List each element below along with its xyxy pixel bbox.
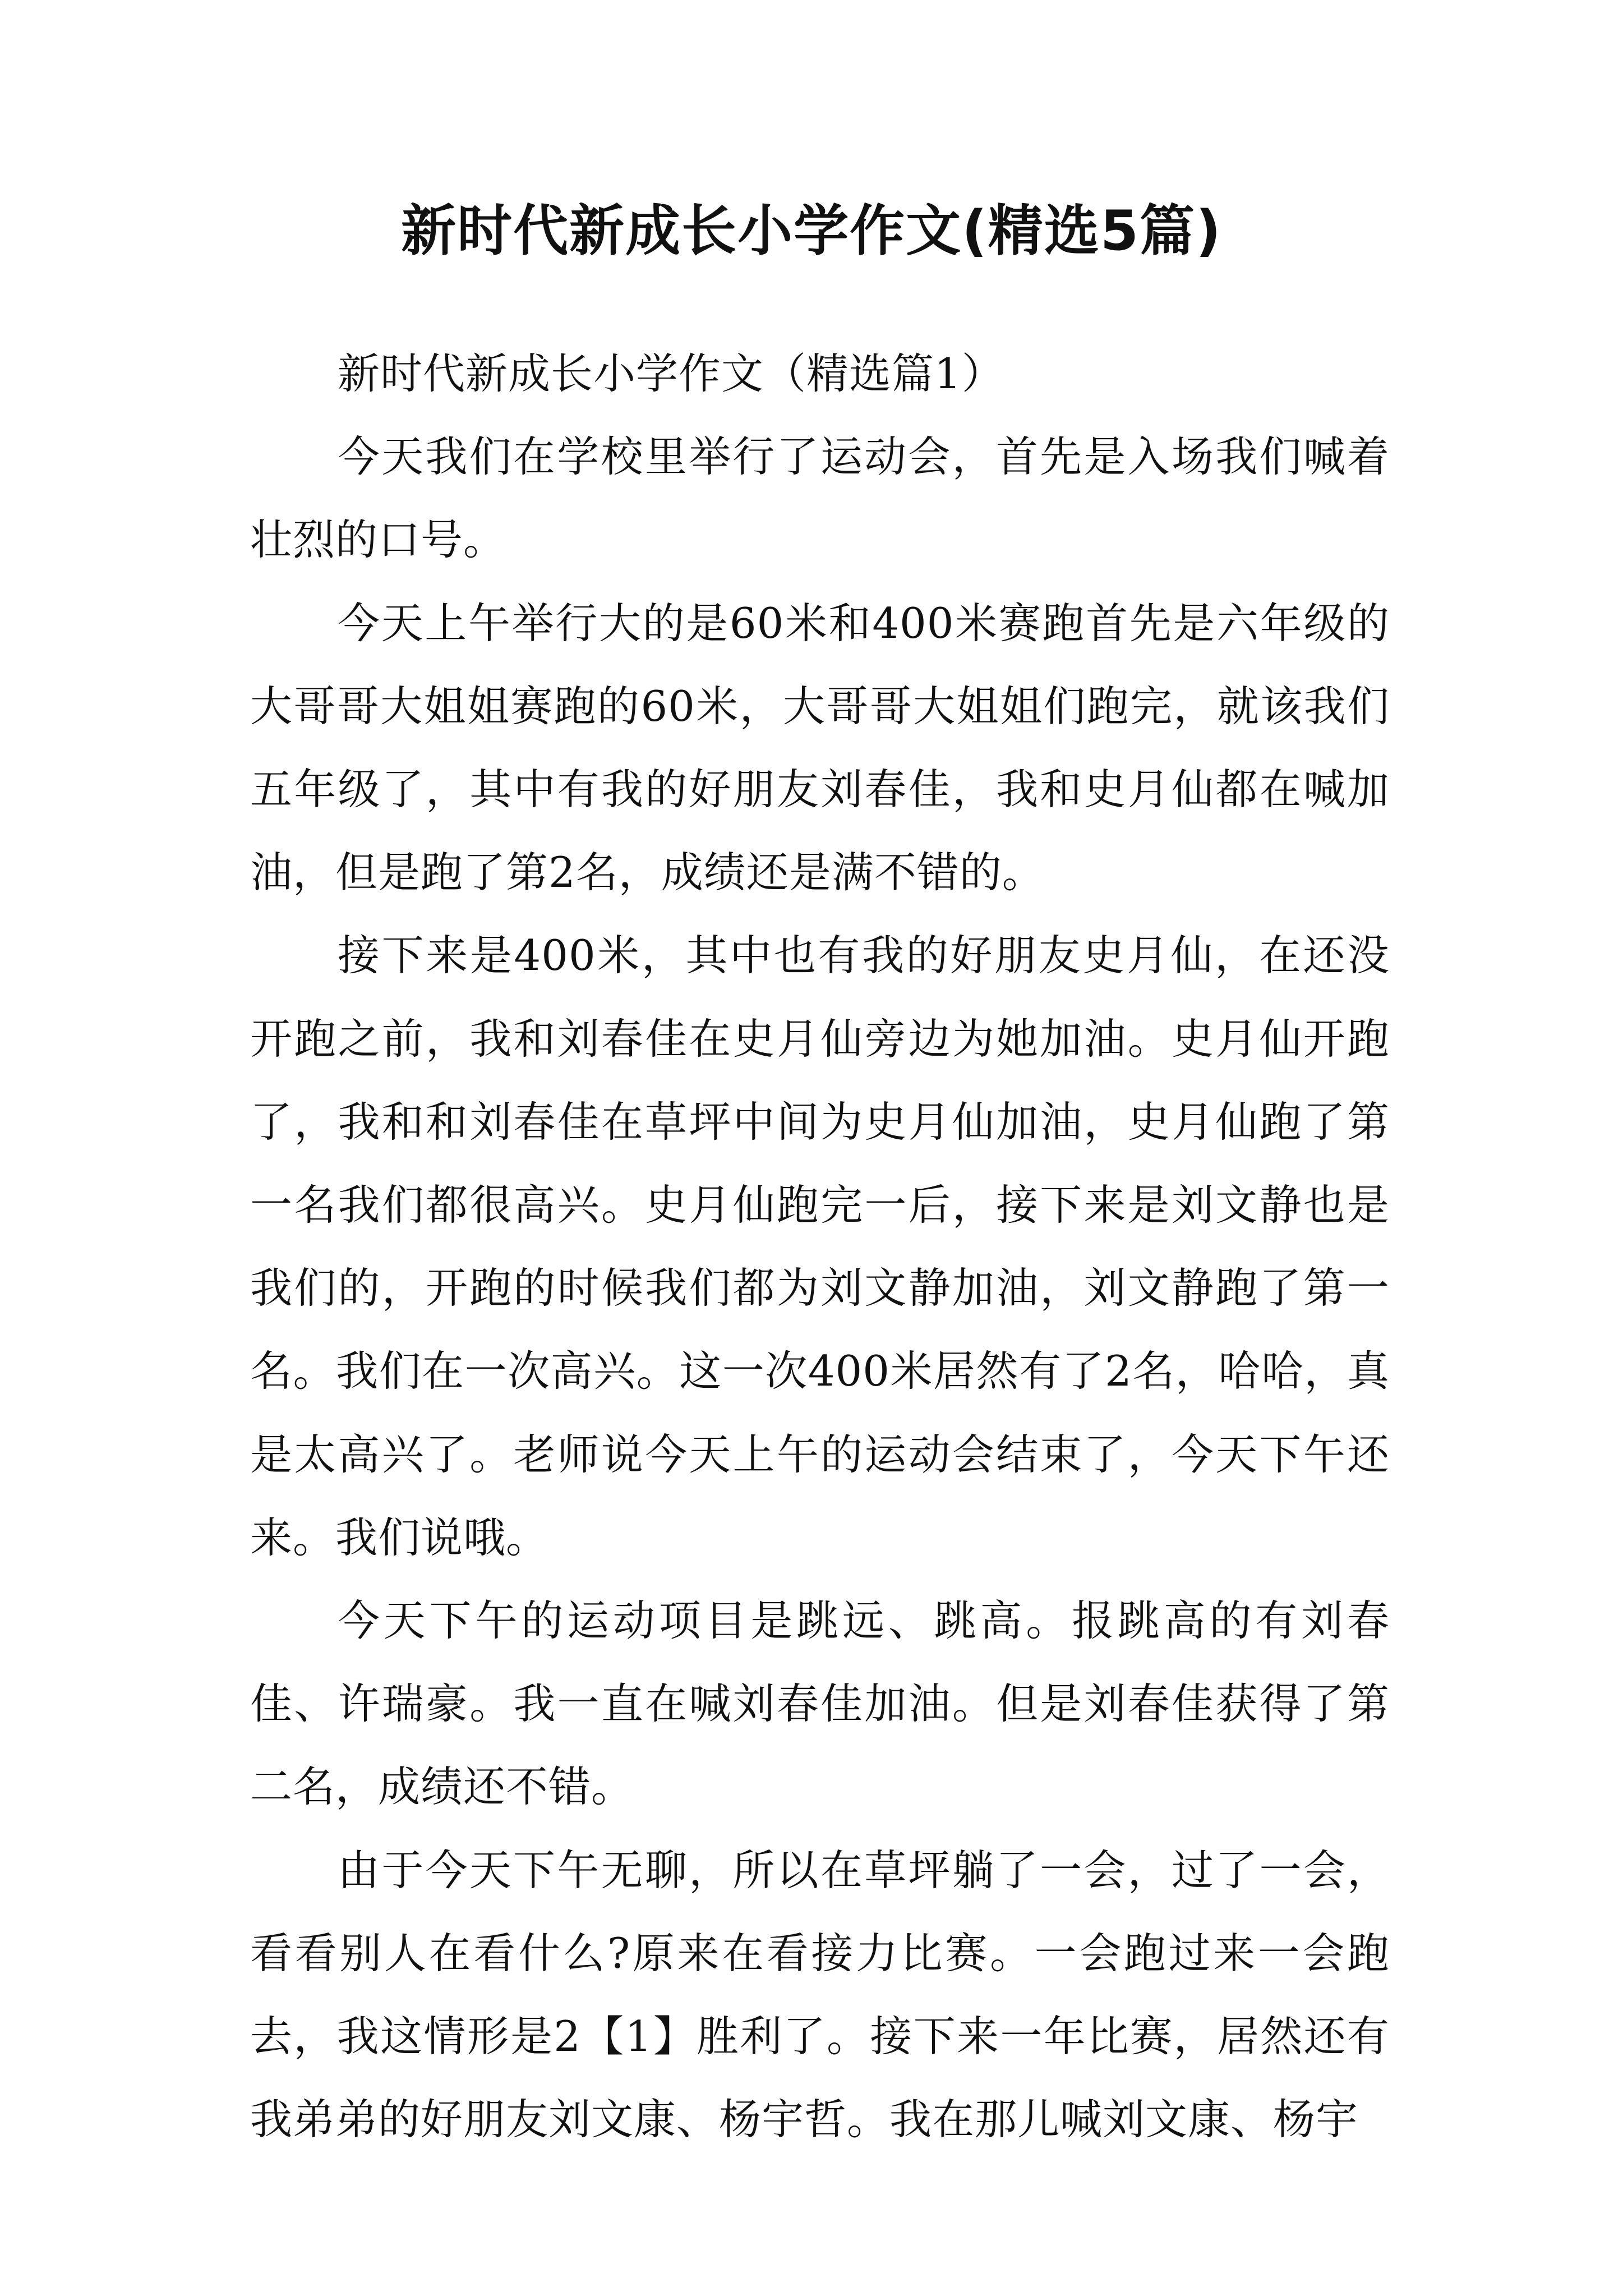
paragraph: 由于今天下午无聊，所以在草坪躺了一会，过了一会，看看别人在看什么?原来在看接力比赛。一会跑过来一会跑去，我这情形是2【1】胜利了。接下来一年比赛，居然还有我弟弟的好朋友刘文康、杨宇哲。我在那儿喊刘文康、杨宇 [250,1845,1390,2145]
paragraph: 今天下午的运动项目是跳远、跳高。报跳高的有刘春佳、许瑞豪。我一直在喊刘春佳加油。但是刘春佳获得了第二名，成绩还不错。 [250,1596,1390,1812]
paragraph: 接下来是400米，其中也有我的好朋友史月仙，在还没开跑之前，我和刘春佳在史月仙旁边为她加油。史月仙开跑了，我和和刘春佳在草坪中间为史月仙加油，史月仙跑了第一名我们都很高兴。史月仙跑完一后，接下来是刘文静也是我们的，开跑的时候我们都为刘文静加油，刘文静跑了第一名。我们在一次高兴。这一次400米居然有了2名，哈哈，真是太高兴了。老师说今天上午的运动会结束了，今天下午还来。我们说哦。 [250,931,1390,1562]
document-title: 新时代新成长小学作文(精选5篇) [401,199,1222,263]
document-body [250,332,1390,2161]
paragraph: 今天我们在学校里举行了运动会，首先是入场我们喊着壮烈的口号。 [250,432,1390,565]
paragraph: 今天上午举行大的是60米和400米赛跑首先是六年级的大哥哥大姐姐赛跑的60米，大哥哥大姐姐们跑完，就该我们五年级了，其中有我的好朋友刘春佳，我和史月仙都在喊加油，但是跑了第2名，成绩还是满不错的。 [250,598,1390,898]
section-heading: 新时代新成长小学作文（精选篇1） [338,349,1004,398]
